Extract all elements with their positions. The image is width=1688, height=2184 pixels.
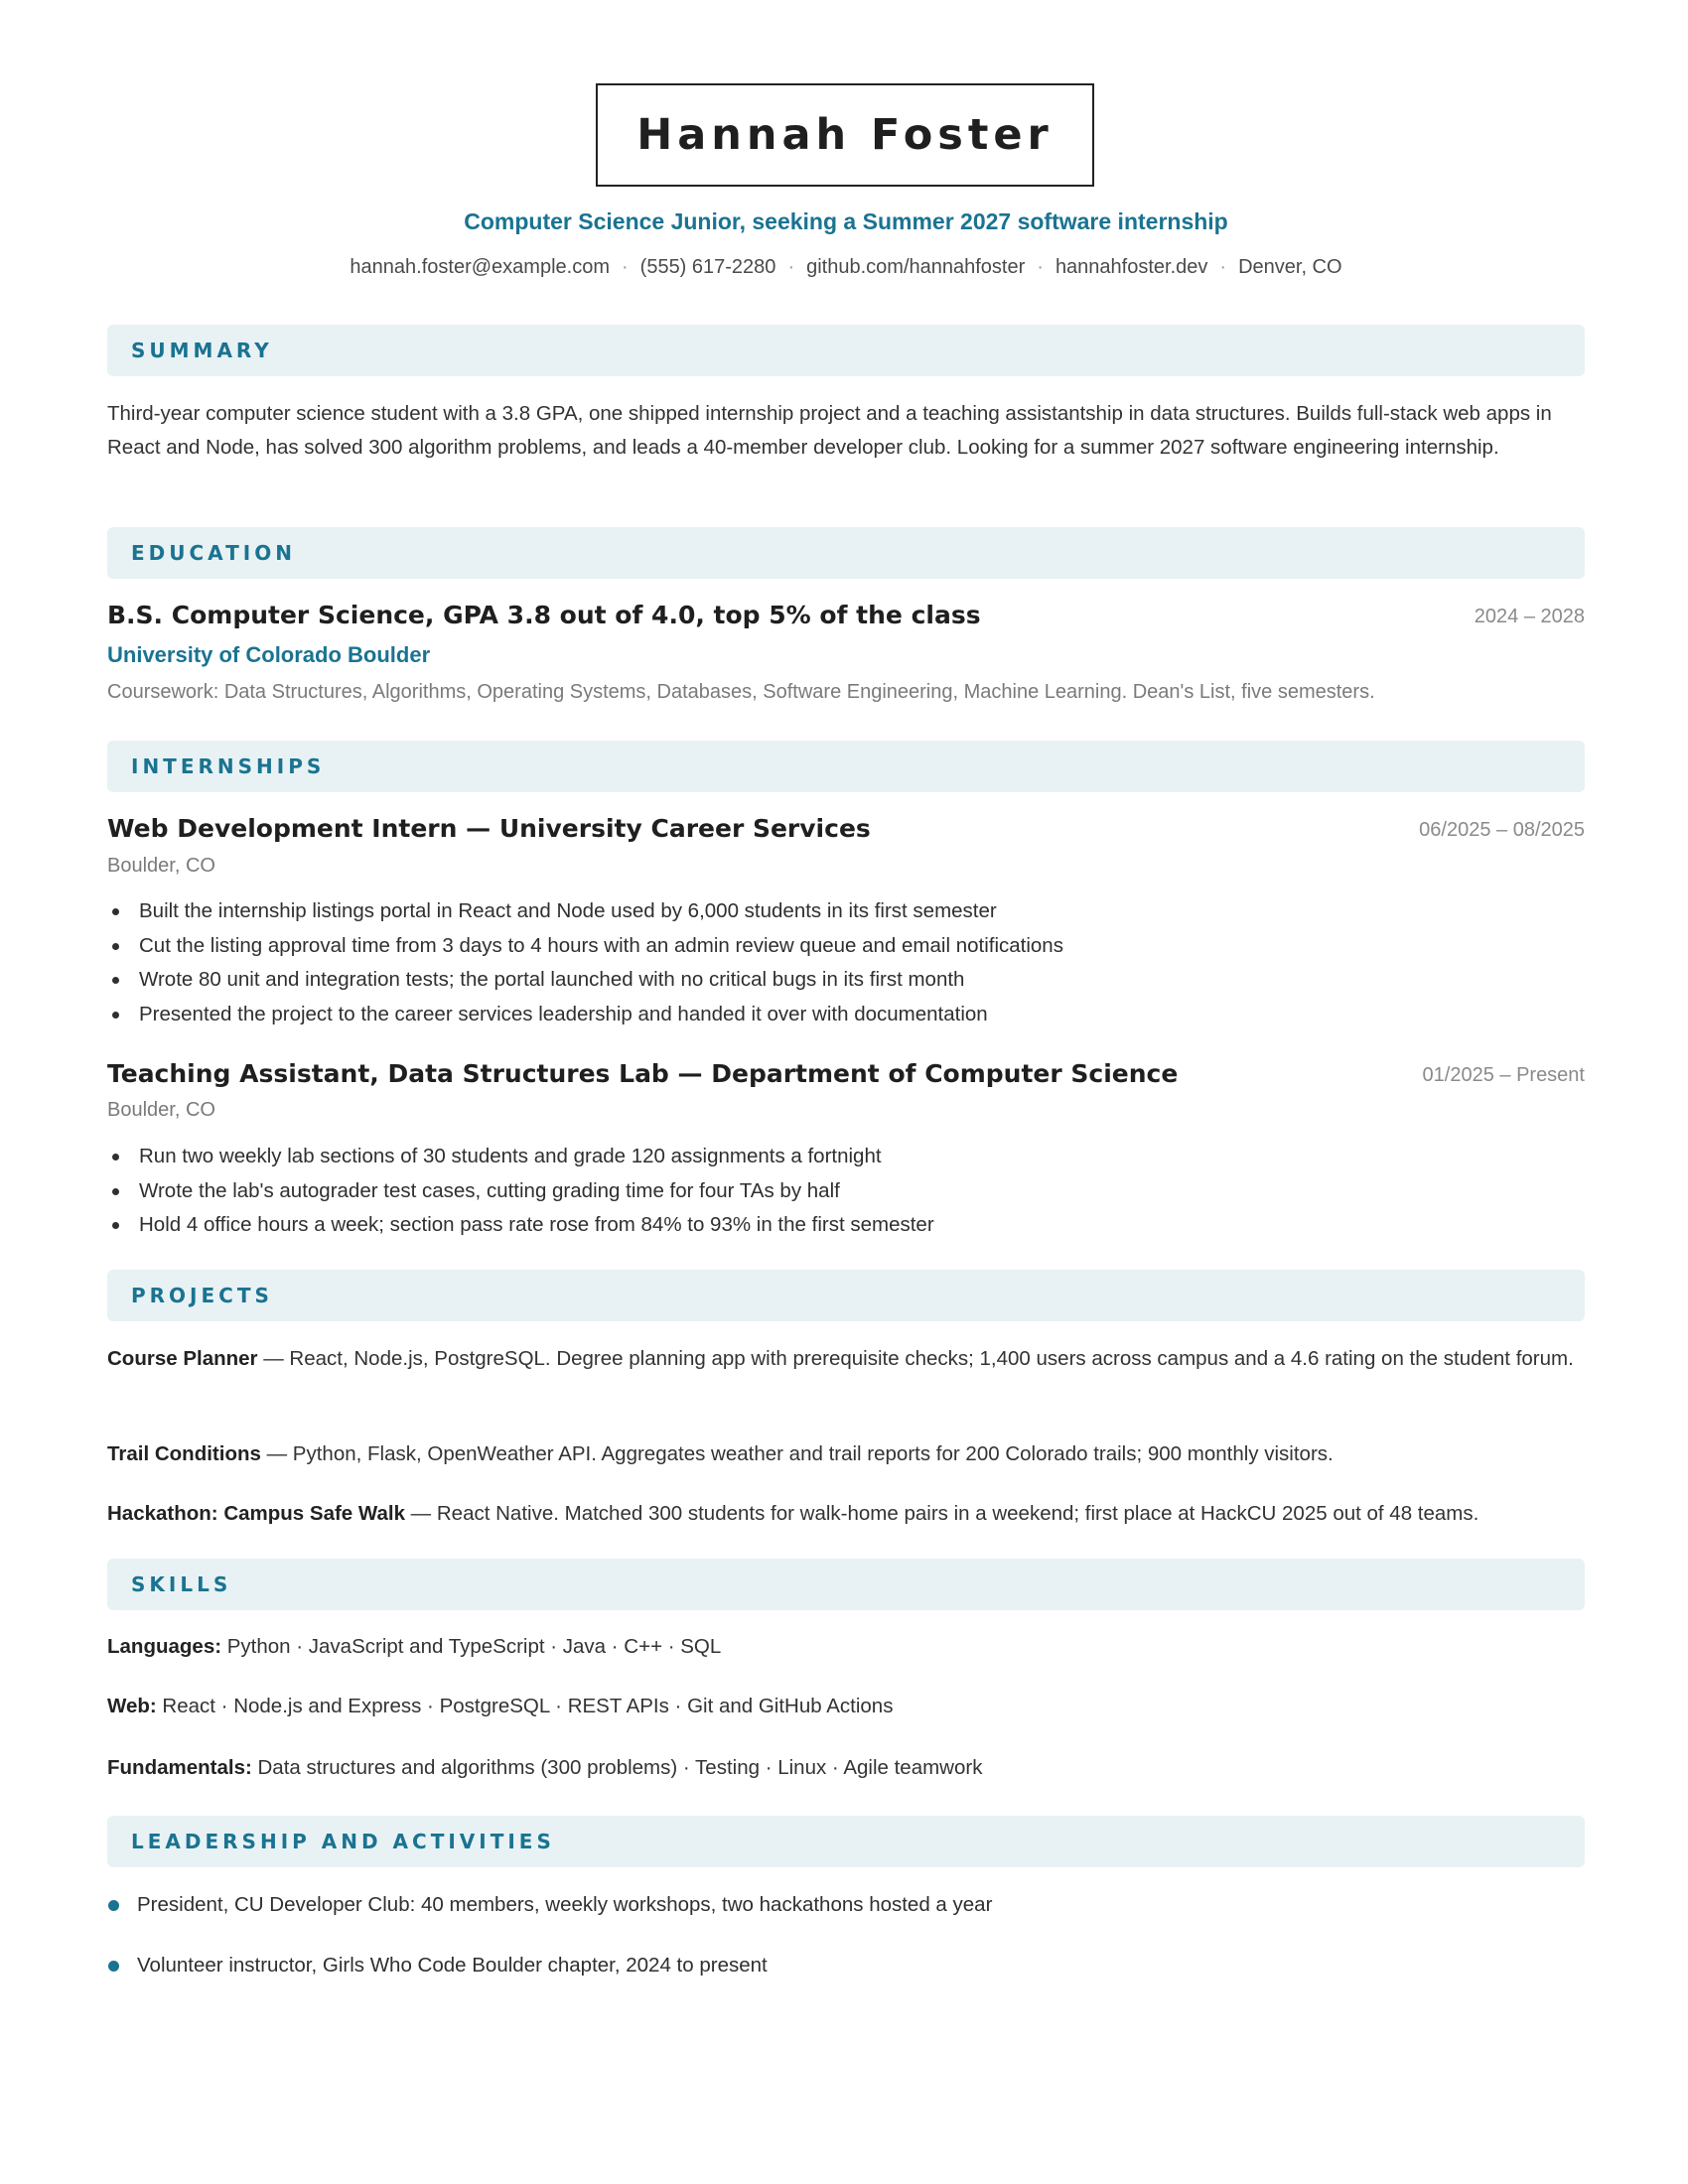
section-title-internships: INTERNSHIPS <box>131 754 326 778</box>
bullet-icon <box>108 1961 119 1972</box>
section-header-education <box>107 527 1585 579</box>
internship-title: Teaching Assistant, Data Structures Lab — Department of Computer Science <box>107 1059 1179 1088</box>
list-item <box>107 998 1585 1032</box>
contact-separator: · <box>1219 256 1227 278</box>
candidate-name: Hannah Foster <box>636 110 1054 160</box>
tagline: Computer Science Junior, seeking a Summer 2027 software internship <box>464 208 1228 234</box>
list-item <box>107 929 1585 964</box>
skill-value: Data structures and algorithms (300 problems) · Testing · Linux · Agile teamwork <box>251 1756 983 1779</box>
skill-value: React · Node.js and Express · PostgreSQL · REST APIs · Git and GitHub Actions <box>156 1695 894 1717</box>
project-item <box>107 1342 1585 1376</box>
project-description: — Python, Flask, OpenWeather API. Aggregates weather and trail reports for 200 Colorado trails; 900 monthly visitors. <box>260 1442 1334 1465</box>
contact-phone[interactable]: (555) 617-2280 <box>639 256 776 278</box>
section-title-projects: PROJECTS <box>131 1284 273 1307</box>
section-title-skills: SKILLS <box>131 1572 232 1596</box>
contact-line <box>107 256 1585 279</box>
education-details: Coursework: Data Structures, Algorithms, Operating Systems, Databases, Software Engineering, Machine Learning. Dean's List, five semesters. <box>107 681 1375 703</box>
project-item <box>107 1437 1585 1471</box>
skill-row <box>107 1690 1585 1723</box>
section-header-skills <box>107 1559 1585 1610</box>
contact-website[interactable]: hannahfoster.dev <box>1055 256 1208 278</box>
internship-location: Boulder, CO <box>107 1099 215 1121</box>
bullet-text: Cut the listing approval time from 3 days to 4 hours with an admin review queue and email notifications <box>139 933 1063 957</box>
activity-item <box>107 1888 1585 1922</box>
internship-dates: 06/2025 – 08/2025 <box>1419 819 1585 841</box>
contact-separator: · <box>621 256 629 278</box>
school-name: University of Colorado Boulder <box>107 642 431 667</box>
activity-text: Volunteer instructor, Girls Who Code Boulder chapter, 2024 to present <box>137 1954 768 1977</box>
section-header-projects <box>107 1270 1585 1321</box>
skill-value: Python · JavaScript and TypeScript · Java · C++ · SQL <box>221 1635 722 1658</box>
section-header-internships <box>107 741 1585 792</box>
project-description: — React, Node.js, PostgreSQL. Degree planning app with prerequisite checks; 1,400 users across campus and a 4.6 rating on the student forum. <box>257 1347 1574 1370</box>
contact-separator: · <box>1037 256 1044 278</box>
bullet-icon <box>112 1154 119 1160</box>
bullet-text: Built the internship listings portal in React and Node used by 6,000 students in its first semester <box>139 899 997 922</box>
education-dates: 2024 – 2028 <box>1474 606 1585 627</box>
bullet-icon <box>112 943 119 950</box>
bullet-icon <box>112 1012 119 1019</box>
internship-title: Web Development Intern — University Career Services <box>107 814 871 843</box>
bullet-icon <box>112 908 119 915</box>
bullet-text: Hold 4 office hours a week; section pass rate rose from 84% to 93% in the first semester <box>139 1213 934 1236</box>
bullet-icon <box>112 977 119 984</box>
list-item <box>107 963 1585 998</box>
section-title-summary: SUMMARY <box>131 339 273 362</box>
bullet-icon <box>112 1188 119 1195</box>
bullet-icon <box>112 1222 119 1229</box>
name-box <box>596 83 1094 187</box>
project-item <box>107 1497 1585 1531</box>
contact-separator: · <box>787 256 795 278</box>
summary-text: Third-year computer science student with a 3.8 GPA, one shipped internship project and a teaching assistantship in data structures. Builds full-stack web apps in React and Node, has solved 300 algorithm problems, and leads a 40-member developer club. Looking for a summer 2027 software engineering internship. <box>107 402 1552 459</box>
skill-row <box>107 1751 1585 1785</box>
skill-label: Web: <box>107 1695 157 1717</box>
internship-bullets <box>107 1140 1585 1243</box>
degree-title: B.S. Computer Science, GPA 3.8 out of 4.0, top 5% of the class <box>107 601 981 629</box>
contact-email[interactable]: hannah.foster@example.com <box>350 256 610 278</box>
skill-label: Languages: <box>107 1635 222 1658</box>
activity-item <box>107 1949 1585 1982</box>
contact-location: Denver, CO <box>1238 256 1342 278</box>
section-title-education: EDUCATION <box>131 541 296 565</box>
internship-dates: 01/2025 – Present <box>1422 1064 1585 1086</box>
section-header-summary <box>107 325 1585 376</box>
internship-bullets <box>107 894 1585 1031</box>
bullet-text: Wrote 80 unit and integration tests; the portal launched with no critical bugs in its first month <box>139 968 965 991</box>
skill-row <box>107 1630 1585 1664</box>
bullet-text: Presented the project to the career services leadership and handed it over with documentation <box>139 1002 988 1025</box>
project-name: Course Planner <box>107 1347 258 1370</box>
contact-github[interactable]: github.com/hannahfoster <box>806 256 1026 278</box>
list-item <box>107 1208 1585 1243</box>
skill-label: Fundamentals: <box>107 1756 252 1779</box>
project-description: — React Native. Matched 300 students for walk-home pairs in a weekend; first place at HackCU 2025 out of 48 teams. <box>404 1502 1479 1525</box>
activity-text: President, CU Developer Club: 40 members, weekly workshops, two hackathons hosted a year <box>137 1893 993 1916</box>
bullet-text: Wrote the lab's autograder test cases, cutting grading time for four TAs by half <box>139 1178 840 1202</box>
section-header-leadership <box>107 1816 1585 1867</box>
list-item <box>107 894 1585 929</box>
bullet-icon <box>108 1900 119 1911</box>
internship-location: Boulder, CO <box>107 855 215 877</box>
bullet-text: Run two weekly lab sections of 30 students and grade 120 assignments a fortnight <box>139 1145 882 1167</box>
list-item <box>107 1174 1585 1209</box>
section-title-leadership: LEADERSHIP AND ACTIVITIES <box>131 1830 555 1853</box>
project-name: Trail Conditions <box>107 1442 261 1465</box>
list-item <box>107 1140 1585 1174</box>
project-name: Hackathon: Campus Safe Walk <box>107 1502 405 1525</box>
